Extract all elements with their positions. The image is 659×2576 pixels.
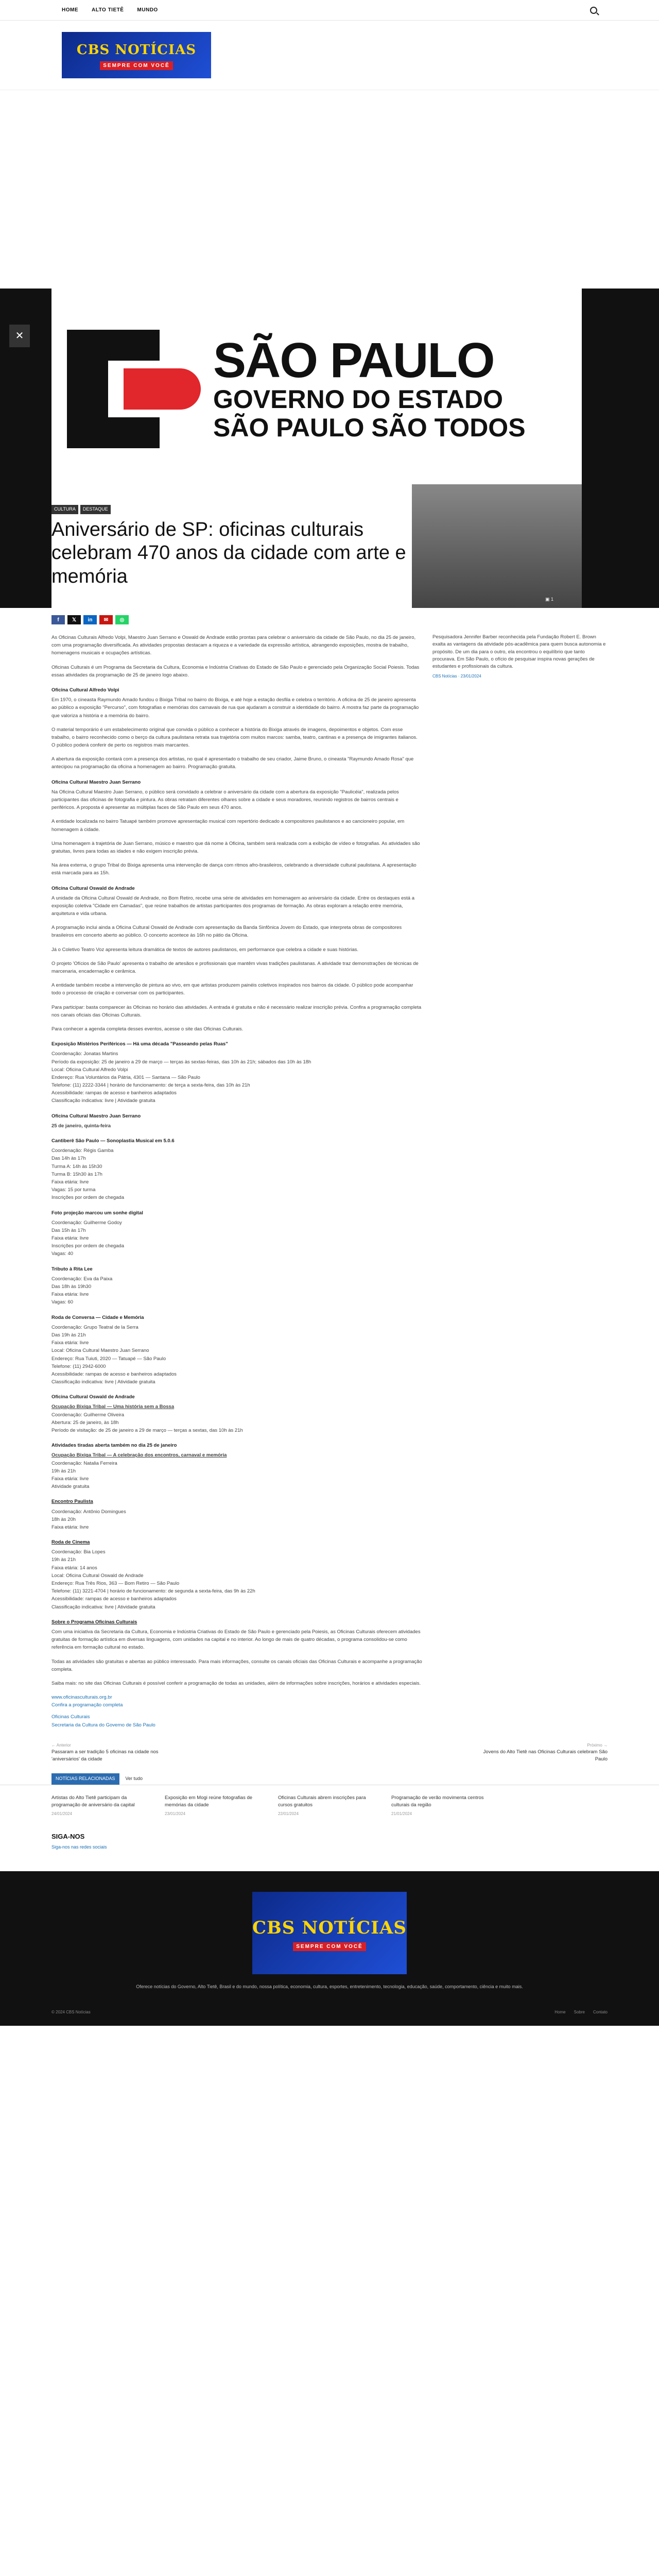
schedule-block: [51, 1122, 422, 1130]
paragraph: A unidade da Oficina Cultural Oswald de Andrade, no Bom Retiro, recebe uma série de atividades em homenagem ao aniversário da cidade. Entre os destaques está a exposição coletiva "Cidade em Camadas", que reúne trabalhos de artistas participantes dos programas de formação. As obras exploram a relação entre memória, arquitetura e vida urbana.: [51, 895, 414, 917]
schedule-line: Das 15h às 17h: [51, 1227, 86, 1233]
schedule-line: Faixa etária: livre: [51, 1235, 89, 1242]
related-item[interactable]: [278, 1794, 371, 1818]
site-header: [0, 21, 659, 90]
ad-banner-text: [213, 333, 526, 442]
related-item[interactable]: [51, 1794, 144, 1818]
schedule-line: Classificação indicativa: livre | Atividade gratuita: [51, 1604, 155, 1610]
article-body: [51, 634, 422, 1729]
schedule-line: Local: Oficina Cultural Oswald de Andrade: [51, 1572, 144, 1579]
schedule-line: Ocupação Bixiga Tribal — A celebração dos encontros, carnaval e memória: [51, 1452, 227, 1459]
footer-bottom: [51, 2009, 608, 2015]
schedule-heading: Sobre o Programa Oficinas Culturais: [51, 1619, 137, 1625]
hero-left-panel: [0, 289, 51, 608]
paragraph: Na Oficina Cultural Maestro Juan Serrano, o público será convidado a celebrar o aniversário da cidade com a abertura da exposição "Paulicéia", realizada pelos participantes das oficinas de fotografia e pintura. As obras retratam diferentes olhares sobre a cidade e seus moradores, reunindo registros de bairros centrais e periféricos. A proposta é apresentar as múltiplas faces de São Paulo em seus 470 anos.: [51, 789, 399, 811]
content-area: [0, 634, 659, 1729]
schedule-line: Inscrições por ordem de chegada: [51, 1195, 124, 1201]
tab-related[interactable]: NOTÍCIAS RELACIONADAS: [51, 1773, 119, 1785]
footer-link-home[interactable]: Home: [554, 2009, 566, 2014]
paragraph: Com uma iniciativa da Secretaria da Cultura, Economia e Indústria Criativas do Estado de São Paulo e gerenciado pela Poiesis, as Oficinas Culturais oferecem atividades gratuitas de formação artística em diversas linguagens, com unidades na capital e no interior. Ao longo de mais de quatro décadas, o programa consolidou-se como referência em formação cultural no estado.: [51, 1629, 421, 1651]
schedule-heading: Roda de Cinema: [51, 1539, 90, 1546]
schedule-line: Vagas: 15 por turma: [51, 1187, 96, 1193]
schedule-heading: Oficina Cultural Oswald de Andrade: [51, 1394, 135, 1400]
related-list: [0, 1794, 659, 1818]
share-whatsapp-icon[interactable]: ◎: [115, 615, 129, 624]
schedule-line: Das 18h às 19h30: [51, 1284, 92, 1290]
footer-logo-tagline: SEMPRE COM VOCÊ: [293, 1942, 366, 1951]
schedule-line: Vagas: 40: [51, 1251, 74, 1257]
schedule-line: Vagas: 60: [51, 1299, 74, 1306]
close-icon[interactable]: ✕: [9, 325, 30, 347]
article-link[interactable]: Secretaria da Cultura do Governo de São Paulo: [51, 1722, 155, 1728]
related-tabs: [0, 1773, 659, 1785]
paragraph: A entidade também recebe a intervenção de pintura ao vivo, em que artistas produzem painéis coletivos inspirados nos bairros da cidade. O público pode acompanhar todo o processo de criação e conversar com os participantes.: [51, 982, 413, 996]
footer-link-about[interactable]: Sobre: [574, 2009, 585, 2014]
logo-title: CBS NOTÍCIAS: [76, 42, 197, 58]
paragraph: Uma homenagem à trajetória de Juan Serrano, músico e maestro que dá nome à Oficina, também será realizada com a exibição de vídeo e fotografias. As atividades são gratuitas, livres para todas as idades e não exigem inscrição prévia.: [51, 840, 420, 854]
related-item-date: 23/01/2024: [165, 1811, 186, 1817]
schedule-line: Classificação indicativa: livre | Atividade gratuita: [51, 1379, 155, 1385]
paragraph: O projeto 'Ofícios de São Paulo' apresenta o trabalho de artesãos e profissionais que mantêm vivas tradições paulistanas. A atividade traz demonstrações de técnicas de marcenaria, encadernação e cerâmica.: [51, 960, 419, 974]
schedule-line: Endereço: Rua Tuiuti, 2020 — Tatuapé — São Paulo: [51, 1355, 166, 1362]
related-item[interactable]: [391, 1794, 484, 1818]
nav-item-alto-tiete[interactable]: ALTO TIETÊ: [92, 7, 124, 13]
prev-post-title[interactable]: Passaram a ser tradição 5 oficinas na cidade nos 'aniversários' da cidade: [51, 1749, 159, 1762]
schedule-line: Coordenação: Jonatas Martins: [51, 1051, 118, 1057]
section-heading: Oficina Cultural Alfredo Volpi: [51, 687, 119, 693]
prev-post[interactable]: [51, 1742, 180, 1764]
schedule-line: Coordenação: Bia Lopes: [51, 1549, 106, 1555]
paragraph: Para participar: basta comparecer às Oficinas no horário das atividades. A entrada é gratuita e não é necessário realizar inscrição prévia. Confira a programação completa nos canais oficiais das Oficinas Culturais.: [51, 1004, 422, 1018]
schedule-line: Telefone: (11) 2222-3344 | horário de funcionamento: de terça a sexta-feira, das 10h às 21h: [51, 1082, 250, 1089]
paragraph: O material temporário é um estabelecimento original que convida o público a conhecer a história do Bixiga através de imagens, depoimentos e objetos. Com esse trabalho, o bairro reconhecido como o berço da cultura paulistana retrata sua trajetória com muitos marcos: samba, teatro, cantinas e a presença de imigrantes italianos. O público poderá conferir de perto os registros mais marcantes.: [51, 726, 418, 749]
paragraph: Já o Coletivo Teatro Voz apresenta leitura dramática de textos de autores paulistanos, em performance que celebra a cidade e suas histórias.: [51, 946, 359, 953]
paragraph: Saiba mais: no site das Oficinas Culturais é possível conferir a programação de todas as unidades, além de informações sobre inscrições, horários e atividades especiais.: [51, 1680, 421, 1686]
schedule-heading: Encontro Paulista: [51, 1499, 93, 1505]
share-email-icon[interactable]: ✉: [99, 615, 113, 624]
schedule-line: Coordenação: Guilherme Godoy: [51, 1219, 122, 1226]
article-link[interactable]: Confira a programação completa: [51, 1702, 123, 1708]
schedule-block: [51, 1548, 422, 1611]
sidebar: [432, 634, 608, 1729]
paragraph: Para conhecer a agenda completa desses eventos, acesse o site das Oficinas Culturais.: [51, 1026, 244, 1032]
schedule-block: [51, 1050, 422, 1105]
schedule-line: Período de visitação: de 25 de janeiro a 29 de março — terças a sextas, das 10h às 21h: [51, 1428, 243, 1433]
footer-logo-title: CBS NOTÍCIAS: [252, 1918, 407, 1939]
schedule-line: Turma B: 15h30 às 17h: [51, 1171, 102, 1177]
footer: [0, 1871, 659, 2026]
schedule-line: Coordenação: Antônio Domingues: [51, 1509, 126, 1515]
schedule-block: [51, 1147, 422, 1201]
schedule-line: Ocupação Bixiga Tribal — Uma história sem a Bossa: [51, 1404, 175, 1410]
related-item-date: 22/01/2024: [278, 1811, 299, 1817]
share-bar: [0, 608, 659, 624]
schedule-block: [51, 1451, 422, 1490]
schedule-line: Local: Oficina Cultural Maestro Juan Serrano: [51, 1348, 149, 1354]
follow-heading: SIGA-NOS: [51, 1833, 85, 1841]
schedule-line: Coordenação: Régis Gamba: [51, 1148, 114, 1154]
schedule-heading: Roda de Conversa — Cidade e Memória: [51, 1314, 144, 1320]
schedule-line: Local: Oficina Cultural Alfredo Volpi: [51, 1066, 128, 1073]
paragraph: As Oficinas Culturais Alfredo Volpi, Maestro Juan Serrano e Oswald de Andrade estão prontas para celebrar o aniversário da cidade de São Paulo, no dia 25 de janeiro, com uma programação diversificada. As atividades propostas destacam a riqueza e a variedade da expressão artística, abrangendo exposições, mostra de trabalho, homenagens musicais e ocupações artísticas.: [51, 635, 416, 656]
schedule-line: Turma A: 14h às 15h30: [51, 1163, 102, 1170]
schedule-line: Coordenação: Guilherme Oliveira: [51, 1412, 124, 1418]
schedule-line: Inscrições por ordem de chegada: [51, 1243, 124, 1249]
schedule-line: Acessibilidade: rampas de acesso e banheiros adaptados: [51, 1596, 177, 1602]
schedule-line: Acessibilidade: rampas de acesso e banheiros adaptados: [51, 1090, 177, 1096]
next-post[interactable]: [479, 1742, 608, 1764]
top-nav: [62, 6, 590, 14]
schedule-line: 18h às 20h: [51, 1516, 76, 1522]
sp-government-mark: [67, 330, 201, 448]
share-x-icon[interactable]: 𝕏: [67, 615, 81, 624]
sidebar-text: Pesquisadora Jennifer Barber reconhecida pela Fundação Robert E. Brown exalta as vantagens da atividade pós-acadêmica para quem busca autonomia e propósito. De um dia para o outro, ela encontrou o equilíbrio que tanto procurava. Em São Paulo, o ofício de pesquisar inspira novas gerações de estudantes e profissionais da cultura.: [432, 634, 606, 669]
schedule-line: Faixa etária: livre: [51, 1340, 89, 1346]
paragraph: A entidade localizada no bairro Tatuapé também promove apresentação musical com repertório dedicado a compositores paulistanos e ao cancioneiro popular, em homenagem à cidade.: [51, 819, 405, 833]
prev-post-label: ← Anterior: [51, 1742, 71, 1748]
ad-space: [0, 90, 659, 289]
schedule-line: Endereço: Rua Três Rios, 363 — Bom Retiro — São Paulo: [51, 1581, 180, 1586]
tab-see-all[interactable]: Ver tudo: [125, 1776, 143, 1782]
paragraph: Em 1970, o cineasta Raymundo Amado fundou o Bixiga Tribal no bairro do Bixiga, e até hoje a estação desfila e celebra o território. A oficina de 25 de janeiro apresenta ao público a exposição "Percurso", com fotografias e memórias dos carnavais de rua que ajudaram a construir a identidade do bairro. A mostra faz parte da programação que valoriza a história e a memória do bairro.: [51, 697, 419, 719]
related-item-title[interactable]: Programação de verão movimenta centros culturais da região: [391, 1794, 484, 1808]
schedule-line: Abertura: 25 de janeiro, às 18h: [51, 1419, 119, 1426]
schedule-line: Telefone: (11) 3221-4704 | horário de funcionamento: de segunda a sexta-feira, das 9h às 22h: [51, 1588, 255, 1595]
related-item-date: 21/01/2024: [391, 1811, 412, 1817]
schedule-line: Das 14h às 17h: [51, 1156, 86, 1162]
schedule-block: [51, 1219, 422, 1258]
schedule-line: Faixa etária: livre: [51, 1476, 89, 1482]
ad-line-2: GOVERNO DO ESTADO: [213, 385, 504, 414]
follow-link[interactable]: Siga-nos nas redes sociais: [51, 1844, 107, 1850]
paragraph: A abertura da exposição contará com a presença dos artistas, no qual é apresentado o trabalho de seu criador, Jaime Bruno, o cineasta "Raymundo Amado Rosa" que antecipou na programação da oficina a homenagem ao bairro. Programação gratuita.: [51, 756, 414, 770]
paragraph: Oficinas Culturais é um Programa da Secretaria da Cultura, Economia e Indústria Criativas do Estado de São Paulo e gerenciado pela Organização Social Poiesis. Todas essas atividades da programação de 25 de janeiro logo abaixo.: [51, 664, 420, 678]
schedule-line: Das 19h às 21h: [51, 1332, 86, 1338]
search-icon[interactable]: [590, 7, 597, 14]
next-post-title[interactable]: Jovens do Alto Tietê nas Oficinas Culturais celebram São Paulo: [483, 1749, 608, 1762]
ad-line-1: SÃO PAULO: [213, 333, 494, 388]
post-navigation: [0, 1742, 659, 1764]
footer-logo[interactable]: [252, 1892, 407, 1974]
schedule-line: Coordenação: Eva da Paixa: [51, 1276, 113, 1282]
schedule-line: Faixa etária: livre: [51, 1524, 89, 1530]
related-item-title[interactable]: Exposição em Mogi reúne fotografias de memórias da cidade: [165, 1794, 253, 1808]
copyright: © 2024 CBS Notícias: [51, 2009, 91, 2014]
paragraph: Na área externa, o grupo Tribal do Bixiga apresenta uma intervenção de dança com ritmos afro-brasileiros, celebrando a diversidade cultural paulistana. A apresentação está marcada para as 15h.: [51, 862, 417, 876]
section-heading: Oficina Cultural Maestro Juan Serrano: [51, 779, 141, 785]
related-item-title[interactable]: Oficinas Culturais abrem inscrições para cursos gratuitos: [278, 1794, 366, 1808]
follow-section: [0, 1832, 659, 1851]
schedule-line: Endereço: Rua Voluntários da Pátria, 4301 — Santana — São Paulo: [51, 1074, 200, 1080]
sidebar-meta[interactable]: CBS Notícias · 23/01/2024: [432, 674, 481, 679]
ad-banner-sao-paulo[interactable]: [51, 291, 582, 487]
footer-link-contact[interactable]: Contato: [593, 2009, 608, 2014]
paragraph: Todas as atividades são gratuitas e abertas ao público interessado. Para mais informações, consulte os canais oficiais das Oficinas Culturais e acompanhe a programação completa.: [51, 1658, 422, 1672]
schedule-heading: Foto projeção marcou um sonhe digital: [51, 1210, 143, 1216]
tag-cultura[interactable]: CULTURA: [51, 505, 78, 514]
site-logo[interactable]: [62, 32, 211, 78]
schedule-line: Classificação indicativa: livre | Atividade gratuita: [51, 1098, 155, 1104]
logo-tagline: SEMPRE COM VOCÊ: [100, 61, 172, 70]
schedule-block: [51, 1403, 422, 1434]
schedule-heading: Tributo à Rita Lee: [51, 1266, 93, 1272]
nav-item-home[interactable]: HOME: [62, 7, 78, 13]
schedule-heading: Oficina Cultural Maestro Juan Serrano: [51, 1113, 141, 1119]
schedule-line: Faixa etária: livre: [51, 1179, 89, 1185]
hero: [0, 289, 659, 608]
ad-line-3: SÃO PAULO SÃO TODOS: [213, 413, 526, 442]
related-item-title[interactable]: Artistas do Alto Tietê participam da programação de aniversário da capital: [51, 1794, 135, 1808]
schedule-heading: Atividades tiradas aberta também no dia 25 de janeiro: [51, 1443, 177, 1449]
schedule-line: Faixa etária: livre: [51, 1292, 89, 1298]
category-tags: [51, 505, 412, 514]
footer-links: [554, 2009, 608, 2015]
schedule-line: Coordenação: Natalia Ferreira: [51, 1460, 117, 1466]
related-item-date: 24/01/2024: [51, 1811, 73, 1817]
nav-item-mundo[interactable]: MUNDO: [137, 7, 158, 13]
top-bar: [0, 0, 659, 21]
share-linkedin-icon[interactable]: in: [83, 615, 97, 624]
schedule-line: 19h às 21h: [51, 1468, 76, 1474]
tag-destaque[interactable]: DESTAQUE: [80, 505, 111, 514]
share-facebook-icon[interactable]: f: [51, 615, 65, 624]
article-title: Aniversário de SP: oficinas culturais celebram 470 anos da cidade com arte e memória: [51, 518, 406, 587]
schedule-line: 25 de janeiro, quinta-feira: [51, 1123, 111, 1129]
article-link[interactable]: www.oficinasculturais.org.br: [51, 1694, 112, 1701]
schedule-block: [51, 1324, 422, 1386]
schedule-heading: Exposição Mistérios Periféricos — Há uma década "Passeando pelas Ruas": [51, 1041, 228, 1047]
schedule-line: Faixa etária: 14 anos: [51, 1565, 97, 1571]
article-link[interactable]: Oficinas Culturais: [51, 1714, 90, 1720]
schedule-line: Acessibilidade: rampas de acesso e banheiros adaptados: [51, 1371, 177, 1377]
schedule-heading: Cantiberê São Paulo — Sonoplastia Musical em 5.0.6: [51, 1138, 175, 1144]
next-post-label: Próximo →: [587, 1742, 608, 1748]
schedule-line: Atividade gratuita: [51, 1484, 90, 1490]
paragraph: A programação inclui ainda a Oficina Cultural Oswald de Andrade com apresentação da Banda Sinfônica Jovem do Estado, que interpreta obras de compositores brasileiros em concerto aberto ao público. O concerto acontece às 16h no pátio da Oficina.: [51, 925, 402, 939]
hero-right-panel: [582, 289, 659, 608]
schedule-line: 19h às 21h: [51, 1557, 76, 1563]
section-heading: Oficina Cultural Oswald de Andrade: [51, 885, 135, 891]
schedule-line: Período da exposição: 25 de janeiro a 29 de março — terças às sextas-feiras, das 10h às 21h; sábados das 10h às 18h: [51, 1059, 311, 1065]
photo-count: ▣ 1: [545, 596, 553, 602]
schedule-block: [51, 1508, 422, 1532]
hero-center: [51, 289, 582, 608]
schedule-line: Telefone: (11) 2942-6000: [51, 1363, 106, 1369]
hero-image: [412, 484, 582, 608]
schedule-block: [51, 1275, 422, 1307]
footer-description: Oferece notícias do Governo, Alto Tietê, Brasil e do mundo, nossa política, economia, cultura, esportes, entretenimento, tecnologia, educação, saúde, comportamento, ciência e muito mais.: [136, 1984, 523, 1990]
related-item[interactable]: [165, 1794, 257, 1818]
schedule-line: Coordenação: Grupo Teatral de la Serra: [51, 1324, 138, 1330]
